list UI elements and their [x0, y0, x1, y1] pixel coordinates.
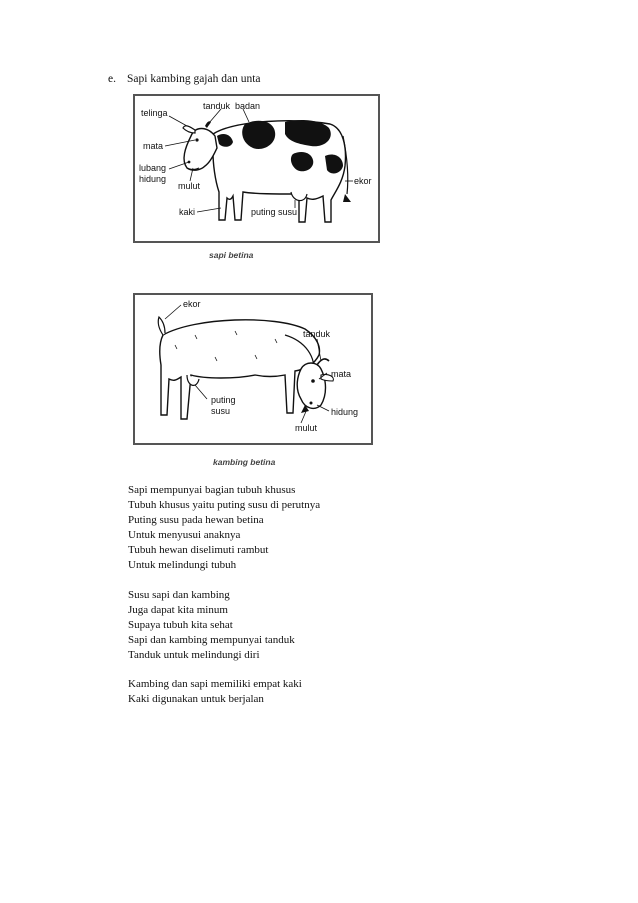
label-ekor: ekor — [183, 299, 201, 309]
poem-line: Puting susu pada hewan betina — [128, 514, 264, 526]
poem-line: Sapi mempunyai bagian tubuh khusus — [128, 484, 296, 496]
section-heading — [108, 73, 261, 85]
poem-line: Tubuh khusus yaitu puting susu di perutnya — [128, 499, 321, 511]
heading-text: Sapi kambing gajah dan unta — [127, 73, 261, 85]
label-mata: mata — [143, 141, 164, 151]
poem-line: Supaya tubuh kita sehat — [128, 619, 233, 631]
label-mata: mata — [331, 369, 352, 379]
poem-stanza-1 — [128, 483, 320, 573]
poem-line: Kambing dan sapi memiliki empat kaki — [128, 678, 302, 690]
poem-line: Untuk menyusui anaknya — [128, 529, 241, 541]
label-susu: susu — [211, 406, 231, 416]
label-mulut: mulut — [295, 423, 318, 433]
label-tanduk: tanduk — [303, 329, 331, 339]
cow-illustration — [135, 96, 378, 241]
poem-line: Susu sapi dan kambing — [128, 589, 230, 601]
label-mulut: mulut — [178, 181, 201, 191]
label-kaki: kaki — [179, 207, 196, 217]
label-puting: puting — [211, 395, 236, 405]
list-marker: e. — [108, 73, 116, 85]
cow-caption: sapi betina — [209, 250, 254, 260]
poem-line: Sapi dan kambing mempunyai tanduk — [128, 634, 295, 646]
label-hidung: hidung — [331, 407, 359, 417]
goat-figure — [133, 293, 373, 445]
poem-line: Tubuh hewan diselimuti rambut — [128, 544, 269, 556]
poem-line: Untuk melindungi tubuh — [128, 559, 237, 571]
poem-stanza-2 — [128, 588, 295, 663]
label-telinga: telinga — [141, 108, 168, 118]
cow-figure — [133, 94, 380, 243]
poem-line: Juga dapat kita minum — [128, 604, 228, 616]
goat-caption: kambing betina — [213, 457, 276, 467]
label-hidung: hidung — [139, 174, 167, 184]
label-tanduk: tanduk — [203, 101, 231, 111]
label-lubang: lubang — [139, 163, 167, 173]
poem-line: Tanduk untuk melindungi diri — [128, 649, 260, 661]
label-badan: badan — [235, 101, 261, 111]
label-ekor: ekor — [354, 176, 372, 186]
goat-illustration — [135, 295, 371, 443]
poem-line: Kaki digunakan untuk berjalan — [128, 693, 264, 705]
label-puting-susu: puting susu — [251, 207, 298, 217]
poem-stanza-3 — [128, 677, 302, 707]
